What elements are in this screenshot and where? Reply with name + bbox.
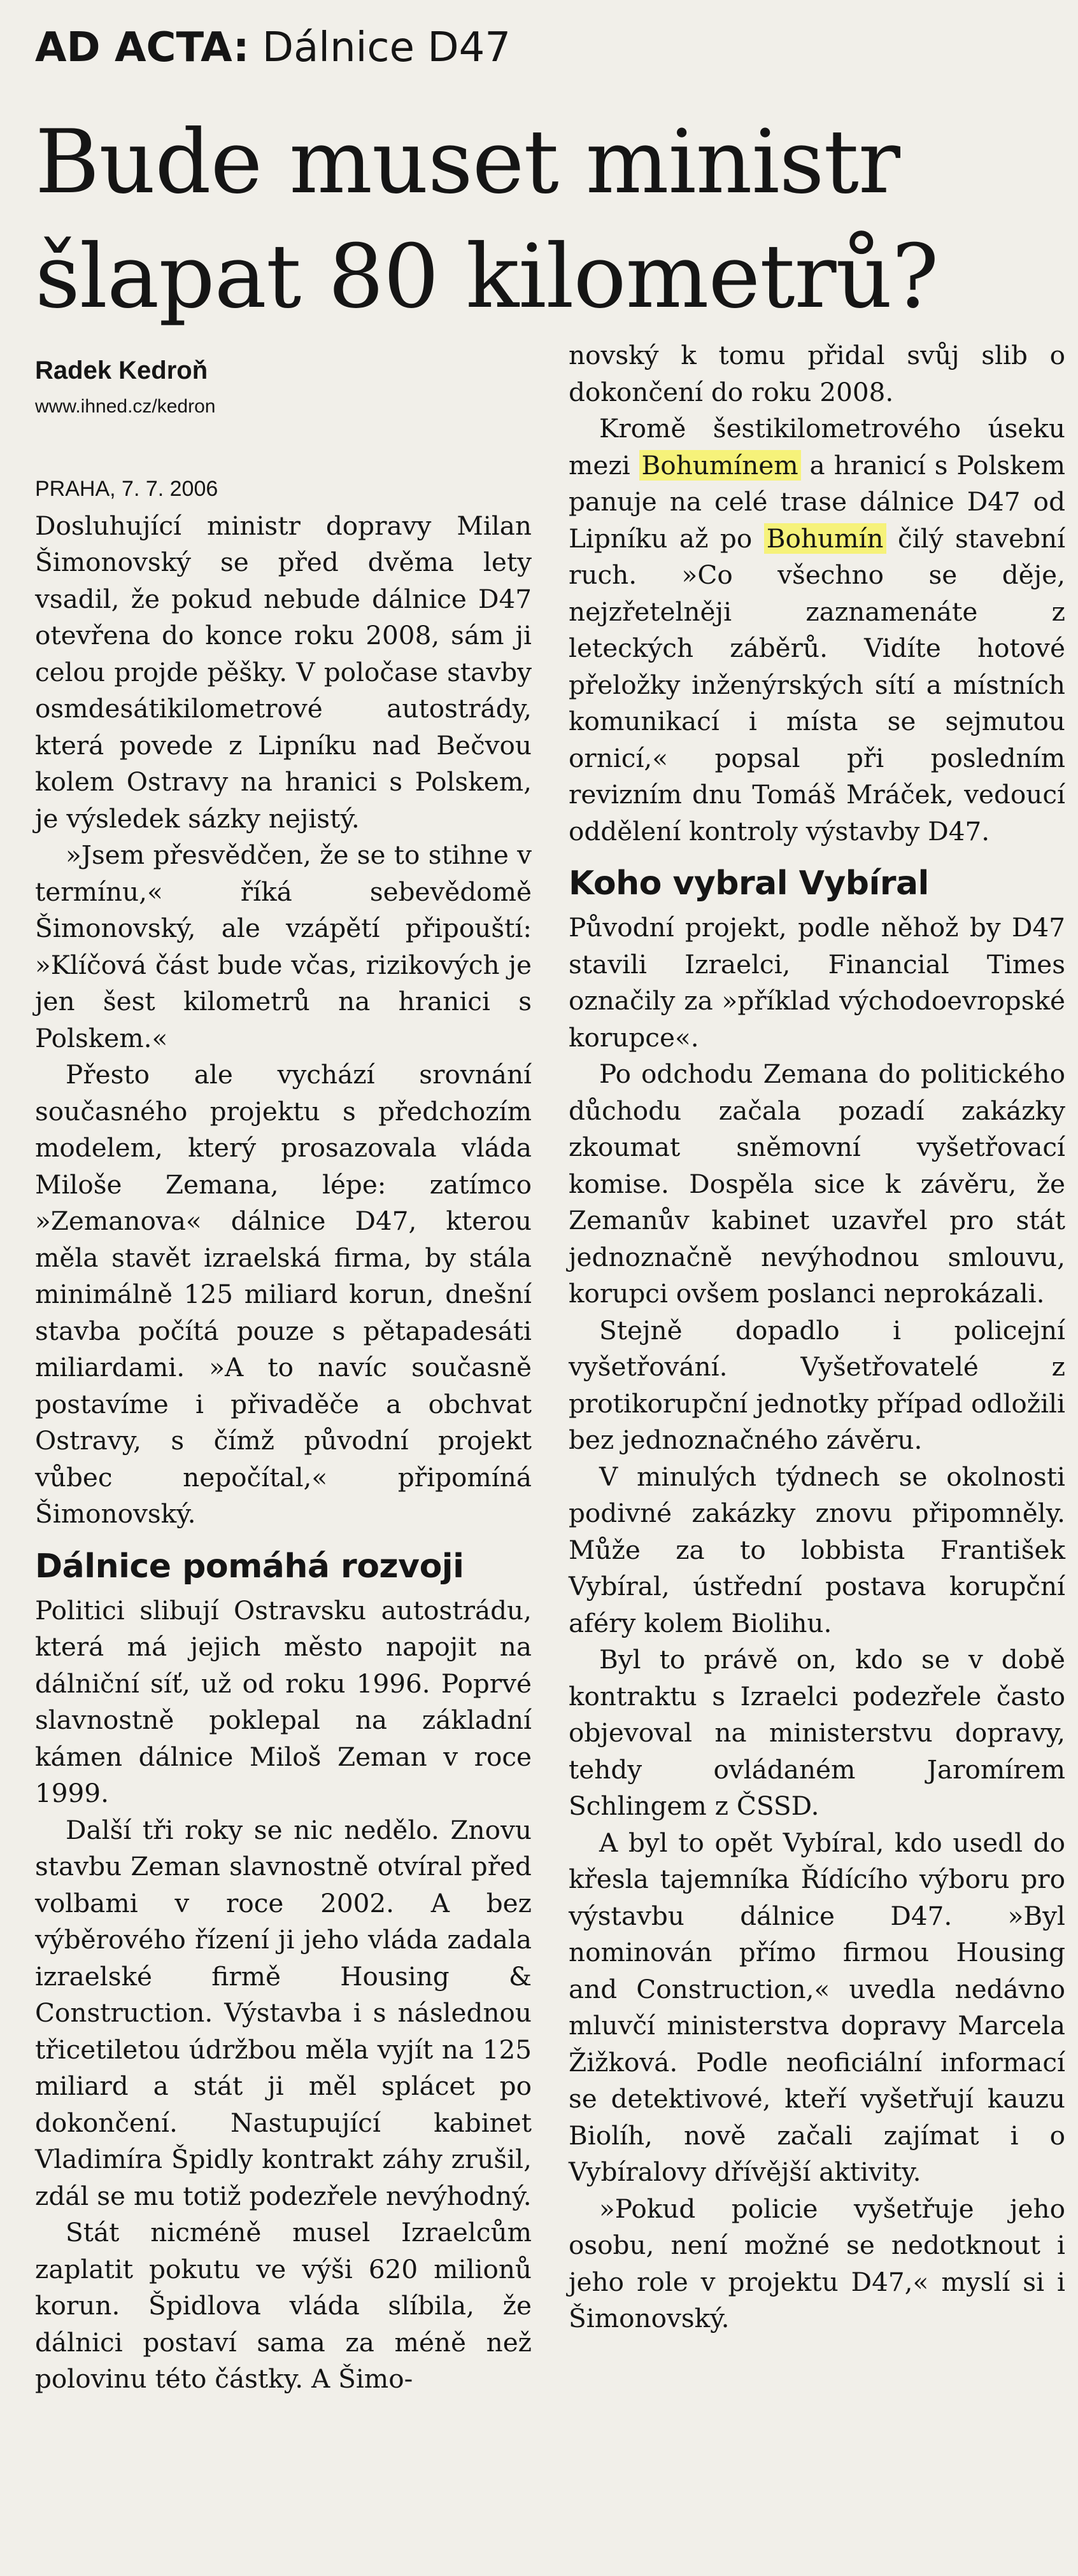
headline-line-2: šlapat 80 kilometrů? xyxy=(35,225,939,328)
text: Kromě šestikilometrového úseku mezi xyxy=(569,413,1065,481)
kicker-label: AD ACTA: xyxy=(35,24,250,71)
paragraph: Původní projekt, podle něhož by D47 stavili Izraelci, Financial Times označily za »příklad východoevropské korupce«. xyxy=(569,912,1065,1053)
paragraph: »Pokud policie vyšetřuje jeho osobu, není možné se nedotknout i jeho role v projektu D47,« myslí si i Šimonovský. xyxy=(569,2193,1065,2333)
highlighted-text: Bohumínem xyxy=(639,450,801,481)
kicker-topic: Dálnice D47 xyxy=(262,24,511,71)
author-name: Radek Kedroň xyxy=(35,356,208,384)
paragraph: Politici slibují Ostravsku autostrádu, která má jejich město napojit na dálniční síť, už od roku 1996. Poprvé slavnostně poklepal na základní kámen dálnice Miloš Zeman v roce 1999. xyxy=(35,1594,532,1808)
section-kicker xyxy=(35,25,511,70)
paragraph-highlighted xyxy=(569,411,1065,850)
headline xyxy=(35,105,1054,334)
paragraph: Dosluhující ministr dopravy Milan Šimonovský se před dvěma lety vsadil, že pokud nebude dálnice D47 otevřena do konce roku 2008, sám ji celou projde pěšky. V poločase stavby osmdesátikilometrové autostrády, která povede z Lipníku nad Bečvou kolem Ostravy na hranici s Polskem, je výsledek sázky nejistý. xyxy=(35,510,532,834)
paragraph: Byl to právě on, kdo se v době kontraktu s Izraelci podezřele často objevoval na ministerstvu dopravy, tehdy ovládaném Jaromírem Schlingem z ČSSD. xyxy=(569,1644,1065,1821)
highlighted-text: Bohumín xyxy=(764,523,886,554)
subheading: Koho vybral Vybíral xyxy=(569,864,929,903)
paragraph: Stát nicméně musel Izraelcům zaplatit pokutu ve výši 620 milionů korun. Špidlova vláda slíbila, že dálnici postaví sama za méně než polovinu této částky. A Šimo- xyxy=(35,2217,532,2394)
paragraph: Stejně dopadlo i policejní vyšetřování. Vyšetřovatelé z protikorupční jednotky případ odložili bez jednoznačného závěru. xyxy=(569,1314,1065,1455)
dateline: PRAHA, 7. 7. 2006 xyxy=(35,477,218,501)
headline-line-1: Bude muset ministr xyxy=(35,111,900,213)
paragraph: novský k tomu přidal svůj slib o dokončení do roku 2008. xyxy=(569,340,1065,407)
byline xyxy=(35,351,215,423)
paragraph: V minulých týdnech se okolnosti podivné zakázky znovu připomněly. Může za to lobbista František Vybíral, ústřední postava korupční aféry kolem Biolihu. xyxy=(569,1461,1065,1638)
subheading: Dálnice pomáhá rozvoji xyxy=(35,1547,464,1586)
paragraph: »Jsem přesvědčen, že se to stihne v termínu,« říká sebevědomě Šimonovský, ale vzápětí připouští: »Klíčová část bude včas, rizikových je jen šest kilometrů na hranici s Polskem.« xyxy=(35,840,532,1053)
text: a hranicí s Polskem panuje na celé trase dálnice D47 od Lipníku až po xyxy=(569,449,1065,554)
paragraph: Přesto ale vychází srovnání současného projektu s předchozím modelem, který prosazovala vláda Miloše Zemana, lépe: zatímco »Zemanova« dálnice D47, kterou měla stavět izraelská firma, by stála minimálně 125 miliard korun, dnešní stavba počítá pouze s pětapadesáti miliardami. »A to navíc současně postavíme i přivaděče a obchvat Ostravy, s čímž původní projekt vůbec nepočítal,« připomíná Šimonovský. xyxy=(35,1059,532,1529)
paragraph: Další tři roky se nic nedělo. Znovu stavbu Zeman slavnostně otvíral před volbami v roce 2002. A bez výběrového řízení ji jeho vláda zadala izraelské firmě Housing & Construction. Výstavba i s následnou třicetiletou údržbou měla vyjít na 125 miliard a stát ji měl splácet po dokončení. Nastupující kabinet Vladimíra Špidly kontrakt záhy zrušil, zdál se mu totiž podezřele nevýhodný. xyxy=(35,1814,532,2211)
column-1 xyxy=(35,471,532,2398)
paragraph: A byl to opět Vybíral, kdo usedl do křesla tajemníka Řídícího výboru pro výstavbu dálnice D47. »Byl nominován přímo firmou Housing and Construction,« uvedla nedávno mluvčí ministerstva dopravy Marcela Žižková. Podle neoficiální informací se detektivové, kteří vyšetřují kauzu Biolíh, nově začali zajímat i o Vybíralovy dřívější aktivity. xyxy=(569,1827,1065,2187)
paragraph: Po odchodu Zemana do politického důchodu začala pozadí zakázky zkoumat sněmovní vyšetřovací komise. Dospěla sice k závěru, že Zemanův kabinet uzavřel pro stát jednoznačně nevýhodnou smlouvu, korupci ovšem poslanci neprokázali. xyxy=(569,1059,1065,1309)
author-web: www.ihned.cz/kedron xyxy=(35,396,216,417)
text: čilý stavební ruch. »Co všechno se děje, nejzřetelněji zaznamenáte z leteckých záběrů. Vidíte hotové přeložky inženýrských sítí a místních komunikací i místa se sejmutou ornicí,« popsal při posledním revizním dnu Tomáš Mráček, vedoucí oddělení kontroly výstavby D47. xyxy=(569,523,1066,847)
column-2 xyxy=(569,337,1065,2337)
